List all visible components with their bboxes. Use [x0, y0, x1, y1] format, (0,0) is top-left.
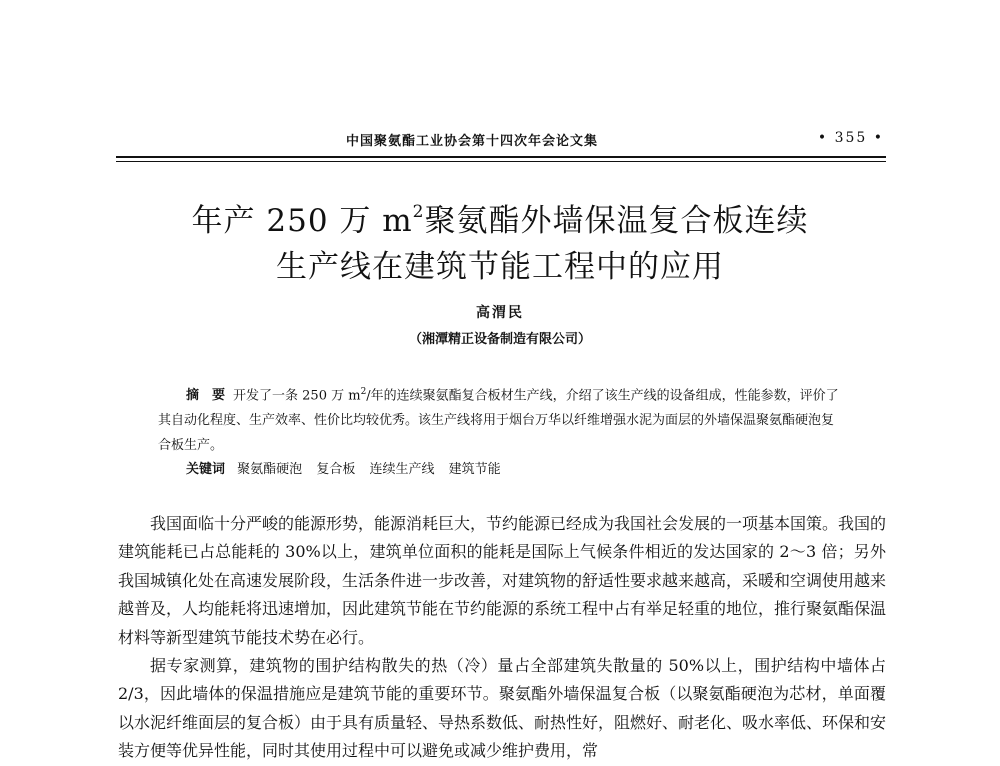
- paper-title: [100, 198, 900, 290]
- header-rule-thin: [116, 161, 886, 162]
- affiliation: （湘潭精正设备制造有限公司）: [408, 332, 591, 347]
- body-paragraph: 据专家测算，建筑物的围护结构散失的热（冷）量占全部建筑失散量的 50%以上，围护结构中墙体占 2/3，因此墙体的保温措施应是建筑节能的重要环节。聚氨酯外墙保温复合板（以聚氨酯硬泡为芯材，单面覆以水泥纤维面层的复合板）由于具有质量轻、导热系数低、耐热性好，阻燃好、耐老化、吸水率低、环保和安装方便等优异性能，同时其使用过程中可以避免或减少维护费用，常: [118, 656, 887, 761]
- keyword-item: 复合板: [316, 462, 356, 477]
- page-number: • 355 •: [817, 130, 884, 146]
- title-line1-post: 聚氨酯外墙保温复合板连续: [424, 203, 809, 239]
- keyword-item: 聚氨酯硬泡: [237, 462, 303, 477]
- running-header: [116, 130, 884, 152]
- abstract-text-post: /年的连续聚氨酯复合板材生产线，介绍了该生产线的设备组成，性能参数，评价了其自动化程度、生产效率、性价比均较优秀。该生产线将用于烟台万华以纤维增强水泥为面层的外墙保温聚氨酯硬泡复合板生产。: [158, 388, 839, 454]
- keywords-label: 关键词: [186, 462, 226, 477]
- body-paragraph: 我国面临十分严峻的能源形势，能源消耗巨大，节约能源已经成为我国社会发展的一项基本国策。我国的建筑能耗已占总能耗的 30%以上，建筑单位面积的能耗是国际上气候条件相近的发达国家的 2～3 倍；另外我国城镇化处在高速发展阶段，生活条件进一步改善，对建筑物的舒适性要求越来越高，采暖和空调使用越来越普及，人均能耗将迅速增加，因此建筑节能在节约能源的系统工程中占有举足轻重的地位，推行聚氨酯保温材料等新型建筑节能技术势在必行。: [118, 514, 887, 647]
- body-text: [118, 510, 886, 766]
- keyword-item: 连续生产线: [369, 462, 435, 477]
- abstract-label: 摘 要: [186, 388, 226, 404]
- abstract-text: [158, 380, 846, 458]
- keywords: [186, 458, 511, 477]
- title-line2: 生产线在建筑节能工程中的应用: [276, 249, 724, 285]
- title-line1-pre: 年产 250 万 m: [191, 203, 413, 239]
- journal-title: 中国聚氨酯工业协会第十四次年会论文集: [346, 134, 599, 149]
- abstract-superscript: 2: [360, 387, 367, 397]
- keyword-item: 建筑节能: [448, 462, 501, 477]
- abstract-text-pre: 开发了一条 250 万 m: [233, 388, 361, 404]
- author: 高渭民: [476, 305, 524, 321]
- abstract: [158, 380, 846, 458]
- title-superscript: 2: [412, 202, 425, 222]
- header-rule-thick: [116, 156, 886, 158]
